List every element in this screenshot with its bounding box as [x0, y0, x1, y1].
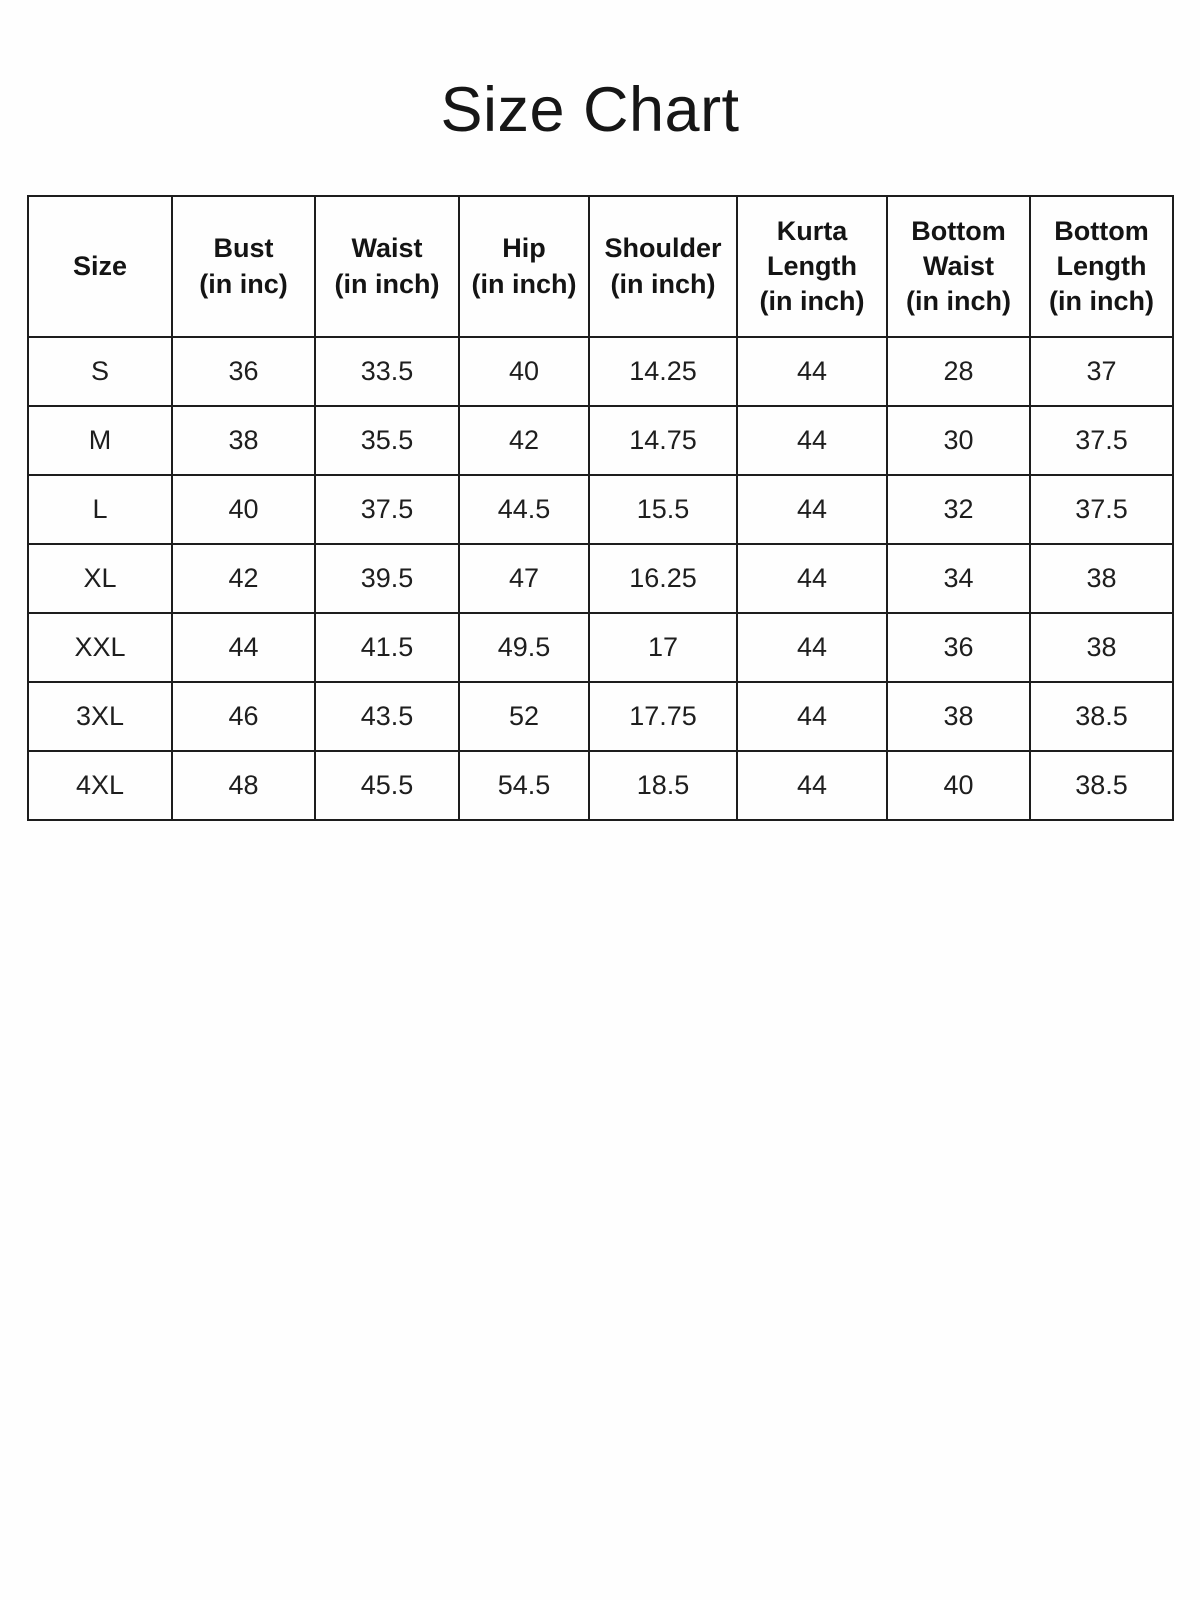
col-header-unit: (in inch) — [334, 268, 440, 299]
cell-bust: 42 — [172, 544, 315, 613]
table-row-3xl — [28, 682, 1173, 751]
col-header-unit: (in inch) — [759, 286, 865, 317]
cell-hip: 44.5 — [459, 475, 589, 544]
cell-size: L — [28, 475, 172, 544]
cell-hip: 49.5 — [459, 613, 589, 682]
col-header-unit: (in inch) — [471, 268, 577, 299]
cell-bottom-length: 38 — [1030, 613, 1173, 682]
col-header-label: Hip — [502, 233, 546, 264]
cell-waist: 37.5 — [315, 475, 459, 544]
cell-bust: 38 — [172, 406, 315, 475]
cell-bottom-length: 37.5 — [1030, 475, 1173, 544]
cell-size: M — [28, 406, 172, 475]
cell-shoulder: 14.75 — [589, 406, 737, 475]
cell-shoulder: 18.5 — [589, 751, 737, 820]
cell-bust: 44 — [172, 613, 315, 682]
cell-size: 3XL — [28, 682, 172, 751]
table-row-4xl — [28, 751, 1173, 820]
cell-kurta-length: 44 — [737, 475, 887, 544]
col-header-label: Bust — [213, 233, 274, 264]
col-header-label: Waist — [351, 233, 423, 264]
cell-waist: 45.5 — [315, 751, 459, 820]
cell-size: XL — [28, 544, 172, 613]
col-header-label: Kurta Length — [767, 215, 857, 281]
table-row-xxl — [28, 613, 1173, 682]
cell-hip: 42 — [459, 406, 589, 475]
col-header-label: Shoulder — [604, 233, 722, 264]
cell-bottom-length: 38.5 — [1030, 682, 1173, 751]
cell-hip: 54.5 — [459, 751, 589, 820]
col-header-label: Bottom Length — [1054, 215, 1149, 281]
col-header-bottom-waist — [887, 196, 1030, 337]
cell-bottom-waist: 40 — [887, 751, 1030, 820]
cell-shoulder: 14.25 — [589, 337, 737, 406]
cell-shoulder: 17 — [589, 613, 737, 682]
table-row-m — [28, 406, 1173, 475]
col-header-hip — [459, 196, 589, 337]
cell-kurta-length: 44 — [737, 337, 887, 406]
cell-waist: 39.5 — [315, 544, 459, 613]
page-title: Size Chart — [440, 75, 740, 145]
table-row-s — [28, 337, 1173, 406]
cell-size: 4XL — [28, 751, 172, 820]
cell-bottom-waist: 32 — [887, 475, 1030, 544]
cell-bottom-waist: 34 — [887, 544, 1030, 613]
cell-bottom-length: 37 — [1030, 337, 1173, 406]
table-row-xl — [28, 544, 1173, 613]
cell-bottom-length: 38.5 — [1030, 751, 1173, 820]
size-chart-table — [27, 195, 1174, 821]
cell-bottom-waist: 30 — [887, 406, 1030, 475]
col-header-label: Bottom Waist — [911, 215, 1006, 281]
table-row-l — [28, 475, 1173, 544]
cell-size: S — [28, 337, 172, 406]
cell-waist: 41.5 — [315, 613, 459, 682]
col-header-unit: (in inch) — [1049, 286, 1154, 317]
col-header-unit: (in inch) — [610, 268, 716, 299]
cell-hip: 40 — [459, 337, 589, 406]
cell-kurta-length: 44 — [737, 406, 887, 475]
cell-kurta-length: 44 — [737, 613, 887, 682]
cell-kurta-length: 44 — [737, 682, 887, 751]
cell-bust: 40 — [172, 475, 315, 544]
cell-hip: 47 — [459, 544, 589, 613]
col-header-unit: (in inc) — [199, 268, 288, 299]
cell-shoulder: 17.75 — [589, 682, 737, 751]
cell-bust: 48 — [172, 751, 315, 820]
cell-bust: 36 — [172, 337, 315, 406]
cell-waist: 33.5 — [315, 337, 459, 406]
cell-shoulder: 16.25 — [589, 544, 737, 613]
cell-waist: 35.5 — [315, 406, 459, 475]
cell-bottom-length: 38 — [1030, 544, 1173, 613]
cell-bottom-waist: 38 — [887, 682, 1030, 751]
col-header-waist — [315, 196, 459, 337]
col-header-bottom-length — [1030, 196, 1173, 337]
col-header-bust — [172, 196, 315, 337]
cell-bottom-waist: 36 — [887, 613, 1030, 682]
col-header-unit: (in inch) — [906, 286, 1011, 317]
col-header-size — [28, 196, 172, 337]
header-row — [28, 196, 1173, 337]
col-header-kurta-length — [737, 196, 887, 337]
cell-shoulder: 15.5 — [589, 475, 737, 544]
col-header-label: Size — [72, 250, 128, 281]
cell-hip: 52 — [459, 682, 589, 751]
cell-waist: 43.5 — [315, 682, 459, 751]
cell-kurta-length: 44 — [737, 751, 887, 820]
cell-bottom-length: 37.5 — [1030, 406, 1173, 475]
cell-bust: 46 — [172, 682, 315, 751]
col-header-shoulder — [589, 196, 737, 337]
cell-bottom-waist: 28 — [887, 337, 1030, 406]
cell-size: XXL — [28, 613, 172, 682]
cell-kurta-length: 44 — [737, 544, 887, 613]
